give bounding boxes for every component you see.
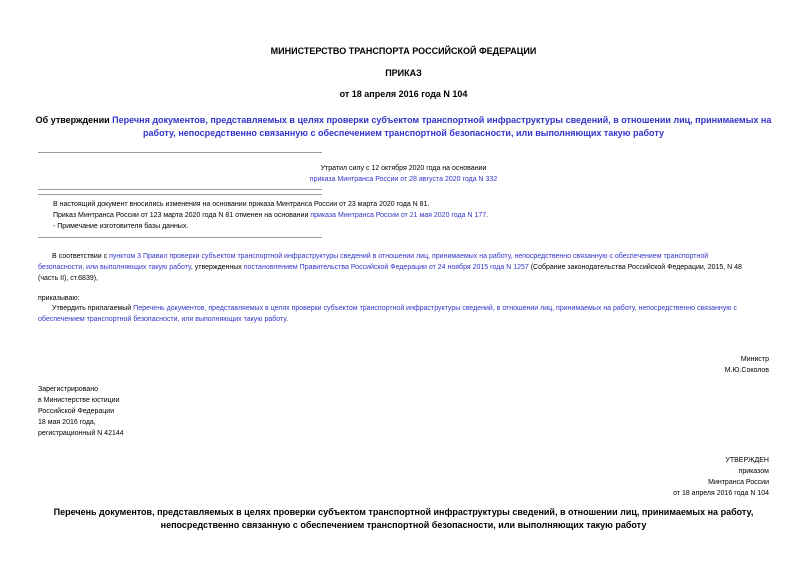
p2-text-a: Утвердить прилагаемый [52,305,134,312]
registration-line: регистрационный N 42144 [38,430,124,437]
doc-type-heading: ПРИКАЗ [385,68,422,78]
body-paragraph-1 [38,251,770,284]
separator-line [38,152,322,153]
resolution-link[interactable]: постановлением Правительства Российской Федерации от 24 ноября 2015 года N 1257 [243,264,529,271]
note-line-3: - Примечание изготовителя базы данных. [53,223,189,230]
registration-line: Зарегистрировано [38,386,98,393]
p1-text-c: (Собрание законодательства Российской Федерации, 2015, N 48 [528,264,742,271]
order-word: приказываю: [38,295,80,302]
separator-line [38,194,322,195]
title-link-line1[interactable]: Перечня документов, представляемых в целях проверки субъектом транспортной инфраструктуры сведений, в отношении лиц, принимаемых на [112,115,772,125]
appendix-title-line2: непосредственно связанную с обеспечением транспортной безопасности, или выполняющих такую работу [160,520,647,530]
note-line-2 [53,210,488,221]
approval-line: УТВЕРЖДЕН [725,457,769,464]
note-line-1: В настоящий документ вносились изменения на основании приказа Минтранса России от 23 марта 2020 года N 81. [53,201,430,208]
approval-line: приказом [738,468,769,475]
rules-link-cont[interactable]: безопасности, или выполняющих такую работу [38,264,191,271]
p1-text-a: В соответствии с [52,253,110,260]
rules-link[interactable]: пунктом 3 Правил проверки субъектом транспортной инфраструктуры сведений в отношении лиц, принимаемых на работу, непосредственно связанную с обеспечением транспортной [109,253,709,260]
registration-block [38,384,124,439]
title-link-line2[interactable]: работу, непосредственно связанную с обеспечением транспортной безопасности, или выполняющих такую работу [143,128,664,138]
p1-text-b: , утвержденных [190,264,244,271]
note-line-2-link[interactable]: приказа Минтранса России от 21 мая 2020 года N 177 [310,212,487,219]
p1-text-d: (часть II), ст.6839), [38,275,99,282]
separator-line [38,189,322,190]
p2-end: . [286,316,289,323]
approval-block [673,455,769,499]
registration-line: 18 мая 2016 года, [38,419,96,426]
note-line-2-end: . [486,212,489,219]
doc-date-number: от 18 апреля 2016 года N 104 [339,89,468,99]
appendix-title-line1: Перечень документов, представляемых в целях проверки субъектом транспортной инфраструктуры сведений, в отношении лиц, принимаемых на работу, [53,507,754,517]
signature-position: Министр [740,356,769,363]
ministry-heading: МИНИСТЕРСТВО ТРАНСПОРТА РОССИЙСКОЙ ФЕДЕРАЦИИ [270,46,537,56]
list-link[interactable]: Перечень документов, представляемых в целях проверки субъектом транспортной инфраструктуры сведений, в отношении лиц, принимаемых на работу, непосредственно связанную с [133,305,737,312]
registration-line: в Министерстве юстиции [38,397,120,404]
signature-block [725,354,769,376]
signature-name: М.Ю.Соколов [724,367,769,374]
registration-line: Российской Федерации [38,408,115,415]
list-link-cont[interactable]: обеспечением транспортной безопасности, или выполняющих такую работу [38,316,287,323]
note-line-2-text: Приказ Минтранса России от 123 марта 2020 года N 81 отменен на основании [53,212,311,219]
approval-line: от 18 апреля 2016 года N 104 [673,490,769,497]
body-paragraph-2 [38,303,770,325]
appendix-title [0,506,807,532]
expiry-text: Утратил силу с 12 октября 2020 года на основании [320,165,487,172]
approval-line: Минтранса России [708,479,769,486]
document-title [0,114,807,140]
title-prefix: Об утверждении [35,115,113,125]
separator-line [38,237,322,238]
expiry-link[interactable]: приказа Минтранса России от 28 августа 2020 года N 332 [309,176,498,183]
